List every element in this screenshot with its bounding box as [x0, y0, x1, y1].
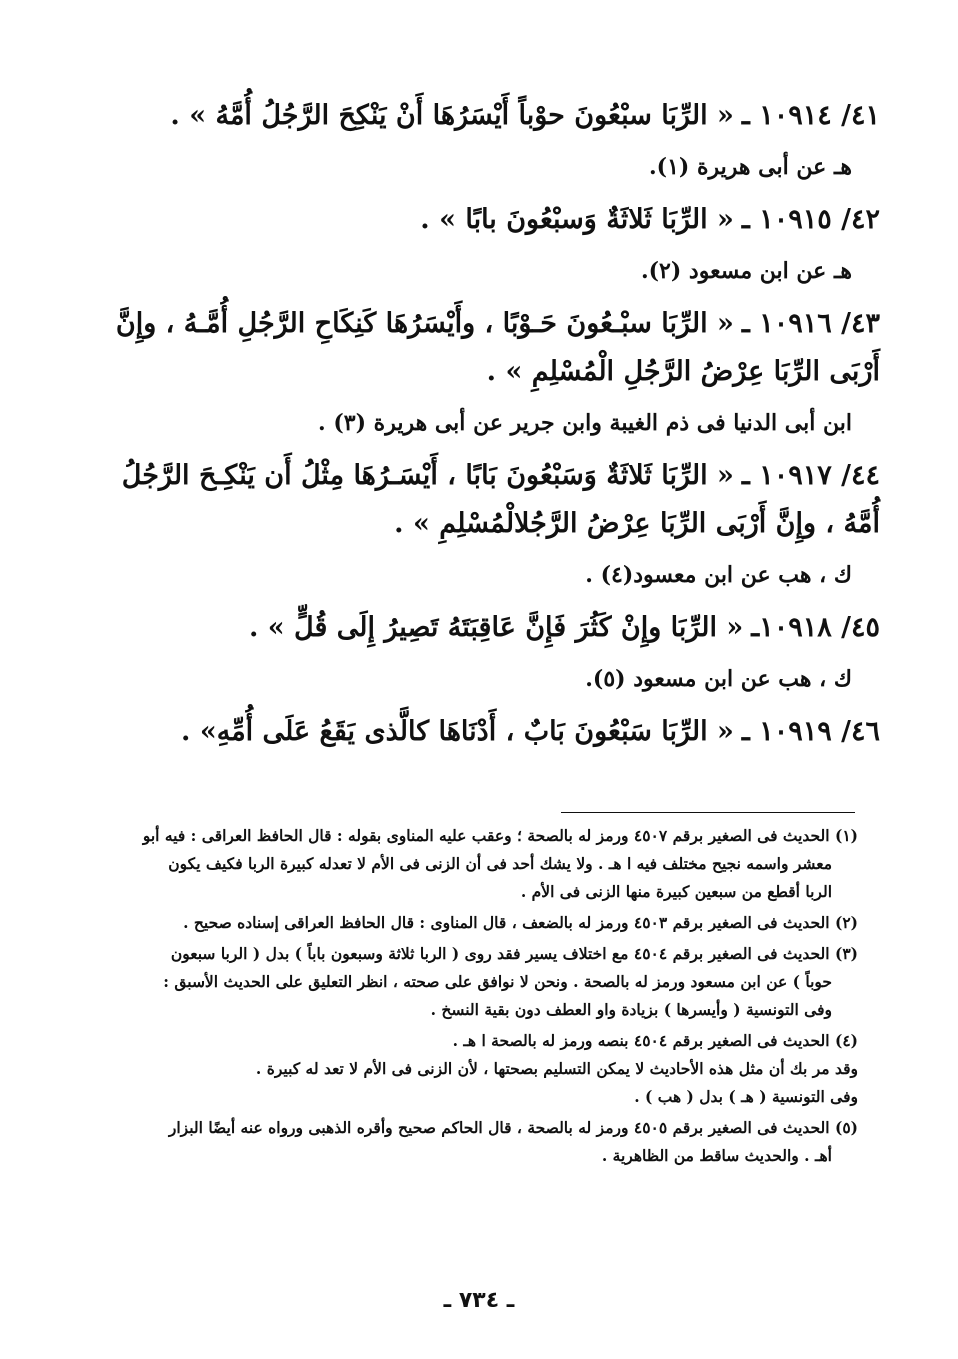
footnote-line: حوباً ) عن ابن مسعود ورمز له بالصحة . ونحن لا نوافق على صحته ، انظر التعليق على الحديث الأسبق :	[163, 972, 832, 991]
hadith-number: ٤٥/ ١٠٩١٨ـ	[751, 612, 880, 643]
hadith-source: ك ، هب عن ابن معسود(٤) .	[585, 562, 852, 588]
footnote-line: وفى التونسية ( وأيسرها ) بزيادة واو العطف دون بقية النسخ .	[430, 1000, 832, 1019]
footnote-line: (٢) الحديث فى الصغير برقم ٤٥٠٣ ورمز له بالضعف ، قال المناوى : قال الحافظ العراقى إسناده صحيح .	[183, 913, 858, 932]
hadith-number: ٤٣/ ١٠٩١٦ ـ	[741, 308, 880, 339]
main-text	[80, 92, 880, 766]
footnote-2	[80, 909, 858, 937]
hadith-number: ٤١/ ١٠٩١٤ ـ	[741, 100, 880, 131]
hadith-entry	[80, 196, 880, 244]
footnote-divider	[561, 812, 855, 813]
hadith-text: « الرِّبَا وإِنْ كَثُرَ فَإِنَّ عَاقِبَتَهُ تَصِيرُ إِلَى قُلٍّ » .	[248, 612, 744, 643]
hadith-text: « الرِّبَا ثَلاثَةٌ وَسبْعُونَ بابًا » .	[420, 204, 734, 235]
hadith-entry	[80, 452, 880, 548]
hadith-text: « الرِّبَا ثَلاثَةٌ وَسَبْعُونَ بَابًا ، أَيْسَـرُهَا مِثْلُ أَن يَنْكِـحَ الرَّجُلُ أُمَّهُ ، وإِنَّ أَرْبَى الرِّبَا عِرْضُ الرَّجُلالْمُسْلِمِ » .	[121, 460, 880, 539]
hadith-number: ٤٦/ ١٠٩١٩ ـ	[741, 716, 880, 747]
hadith-source: هـ عن أبى هريرة (١).	[649, 154, 852, 180]
footnotes	[80, 822, 858, 1173]
hadith-source: ابن أبى الدنيا فى ذم الغيبة وابن جرير عن أبى هريرة (٣) .	[318, 410, 852, 436]
hadith-entry	[80, 604, 880, 652]
hadith-text: « الرِّبَا سبْـعُونَ حَـوْبًا ، وأَيْسَرُهَا كَنِكَاحِ الرَّجُلِ أُمَّـهُ ، وإِنَّ أَرْبَى الرِّبَا عِرْضُ الرَّجُلِ الْمُسْلِمِ » .	[115, 308, 880, 387]
footnote-line: (٤) الحديث فى الصغير برقم ٤٥٠٤ بنصه ورمز له بالصحة ا هـ .	[452, 1031, 858, 1050]
hadith-entry	[80, 708, 880, 756]
hadith-entry	[80, 300, 880, 396]
footnote-4	[80, 1027, 858, 1111]
hadith-source: هـ عن ابن مسعود (٢).	[640, 258, 852, 284]
hadith-text: « الرِّبَا سَبْعُونَ بَابٌ ، أَدْنَاهَا كالَّذى يَقَعُ عَلَى أُمِّهِ» .	[181, 716, 734, 747]
hadith-number: ٤٤/ ١٠٩١٧ ـ	[741, 460, 880, 491]
footnote-1	[80, 822, 858, 906]
footnote-line: الربا أقطع من سبعين كبيرة منها الزنى فى الأم .	[520, 882, 832, 901]
footnote-line: (٥) الحديث فى الصغير برقم ٤٥٠٥ ورمز له بالصحة ، قال الحاكم صحيح وأقره الذهبى ورواه عنه أيضًا البزار	[168, 1118, 858, 1137]
footnote-line: وقد مر بك أن مثل هذه الأحاديث لا يمكن التسليم بصحتها ، لأن الزنى فى الأم لا تعد له كبيرة .	[255, 1059, 858, 1078]
footnote-5	[80, 1114, 858, 1170]
hadith-number: ٤٢/ ١٠٩١٥ ـ	[741, 204, 880, 235]
footnote-line: وفى التونسية ( هـ ) بدل ( هب ) .	[634, 1087, 858, 1106]
footnote-line: معشر واسمه نجيح مختلف فيه ا هـ . ولا يشك أحد فى أن الزنى فى الأم لا تعدله كبيرة الربا فكيف يكون	[168, 854, 832, 873]
page-number: ـ ٧٣٤ ـ	[443, 1288, 515, 1313]
hadith-source: ك ، هب عن ابن مسعود (٥).	[585, 666, 852, 692]
footnote-line: (١) الحديث فى الصغير برقم ٤٥٠٧ ورمز له بالصحة ؛ وعقب عليه المناوى بقوله : قال الحافظ العراقى : فيه أبو	[142, 826, 858, 845]
hadith-text: « الرِّبَا سبْعُونَ حوْباً أَيْسَرُهَا أَنْ يَنْكِحَ الرَّجُلُ أُمَّهُ » .	[170, 100, 734, 131]
hadith-entry	[80, 92, 880, 140]
footnote-line: أهـ . والحديث ساقط من الظاهرية .	[601, 1146, 832, 1165]
footnote-3	[80, 940, 858, 1024]
footnote-line: (٣) الحديث فى الصغير برقم ٤٥٠٤ مع اختلاف يسير فقد روى ( الربا ثلاثة وسبعون باباً ) بدل ( الربا سبعون	[170, 944, 858, 963]
